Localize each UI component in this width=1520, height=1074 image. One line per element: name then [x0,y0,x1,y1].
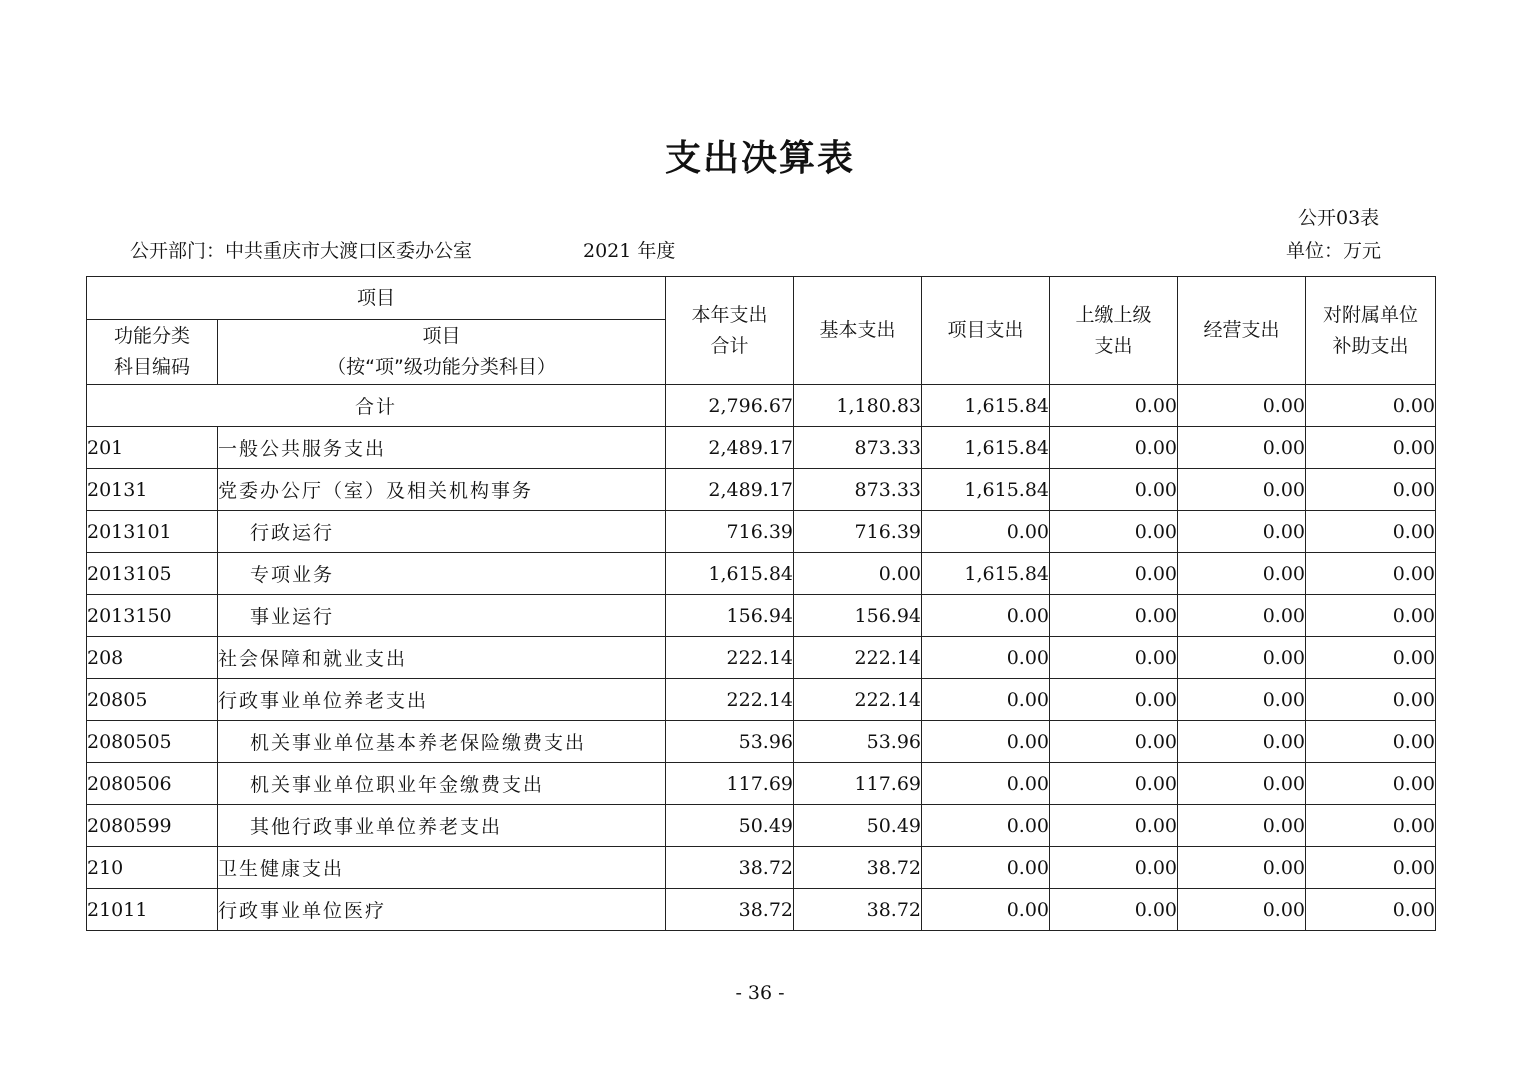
table-row [87,553,1436,595]
table-row [87,511,1436,553]
row-code: 2080505 [87,721,218,763]
header-project-group: 项目 [87,277,666,320]
remit-amount: 0.00 [1050,721,1178,763]
row-name: 卫生健康支出 [218,847,666,889]
header-remit: 上缴上级 支出 [1050,277,1178,385]
basic-amount: 222.14 [794,679,922,721]
row-name: 一般公共服务支出 [218,427,666,469]
project-amount: 1,615.84 [922,385,1050,427]
row-name: 行政事业单位养老支出 [218,679,666,721]
total-row [87,385,1436,427]
project-amount: 0.00 [922,637,1050,679]
header-total: 本年支出 合计 [666,277,794,385]
remit-amount: 0.00 [1050,595,1178,637]
table-row [87,469,1436,511]
total-amount: 222.14 [666,637,794,679]
table-row [87,637,1436,679]
basic-amount: 873.33 [794,469,922,511]
subsidy-amount: 0.00 [1306,721,1436,763]
total-amount: 222.14 [666,679,794,721]
total-label: 合计 [87,385,666,427]
table-row [87,763,1436,805]
header-operating: 经营支出 [1178,277,1306,385]
basic-amount: 38.72 [794,847,922,889]
row-name: 行政事业单位医疗 [218,889,666,931]
remit-amount: 0.00 [1050,637,1178,679]
subsidy-amount: 0.00 [1306,763,1436,805]
basic-amount: 1,180.83 [794,385,922,427]
basic-amount: 0.00 [794,553,922,595]
subsidy-amount: 0.00 [1306,847,1436,889]
basic-amount: 38.72 [794,889,922,931]
row-name: 社会保障和就业支出 [218,637,666,679]
operating-amount: 0.00 [1178,511,1306,553]
project-amount: 0.00 [922,889,1050,931]
operating-amount: 0.00 [1178,679,1306,721]
row-name: 事业运行 [218,595,666,637]
remit-amount: 0.00 [1050,805,1178,847]
subsidy-amount: 0.00 [1306,469,1436,511]
remit-amount: 0.00 [1050,679,1178,721]
basic-amount: 50.49 [794,805,922,847]
table-row [87,679,1436,721]
total-amount: 2,489.17 [666,427,794,469]
total-amount: 53.96 [666,721,794,763]
row-code: 2080599 [87,805,218,847]
basic-amount: 53.96 [794,721,922,763]
operating-amount: 0.00 [1178,595,1306,637]
operating-amount: 0.00 [1178,805,1306,847]
project-amount: 0.00 [922,595,1050,637]
fiscal-year: 2021 年度 [583,240,676,262]
subsidy-amount: 0.00 [1306,889,1436,931]
table-row [87,889,1436,931]
row-name: 行政运行 [218,511,666,553]
total-amount: 50.49 [666,805,794,847]
table-row [87,427,1436,469]
row-name: 专项业务 [218,553,666,595]
basic-amount: 873.33 [794,427,922,469]
total-amount: 117.69 [666,763,794,805]
header-name: 项目 （按“项”级功能分类科目） [218,320,666,385]
operating-amount: 0.00 [1178,763,1306,805]
total-amount: 2,796.67 [666,385,794,427]
remit-amount: 0.00 [1050,427,1178,469]
operating-amount: 0.00 [1178,385,1306,427]
subsidy-amount: 0.00 [1306,595,1436,637]
row-code: 210 [87,847,218,889]
header-project: 项目支出 [922,277,1050,385]
basic-amount: 222.14 [794,637,922,679]
row-code: 2013101 [87,511,218,553]
total-amount: 1,615.84 [666,553,794,595]
subsidy-amount: 0.00 [1306,511,1436,553]
table-row [87,805,1436,847]
remit-amount: 0.00 [1050,763,1178,805]
project-amount: 1,615.84 [922,427,1050,469]
row-code: 20131 [87,469,218,511]
row-code: 2013150 [87,595,218,637]
project-amount: 0.00 [922,763,1050,805]
department-label: 公开部门：中共重庆市大渡口区委办公室 [130,240,473,262]
project-amount: 1,615.84 [922,469,1050,511]
basic-amount: 117.69 [794,763,922,805]
remit-amount: 0.00 [1050,385,1178,427]
remit-amount: 0.00 [1050,511,1178,553]
remit-amount: 0.00 [1050,553,1178,595]
project-amount: 0.00 [922,721,1050,763]
page-title: 支出决算表 [664,138,855,179]
row-code: 2013105 [87,553,218,595]
operating-amount: 0.00 [1178,469,1306,511]
table-row [87,721,1436,763]
remit-amount: 0.00 [1050,889,1178,931]
total-amount: 38.72 [666,847,794,889]
operating-amount: 0.00 [1178,889,1306,931]
operating-amount: 0.00 [1178,721,1306,763]
form-number: 公开03表 [1298,207,1380,229]
total-amount: 38.72 [666,889,794,931]
basic-amount: 716.39 [794,511,922,553]
operating-amount: 0.00 [1178,553,1306,595]
subsidy-amount: 0.00 [1306,553,1436,595]
table-row [87,595,1436,637]
remit-amount: 0.00 [1050,469,1178,511]
subsidy-amount: 0.00 [1306,427,1436,469]
unit-label: 单位：万元 [1286,240,1382,262]
project-amount: 0.00 [922,805,1050,847]
row-code: 21011 [87,889,218,931]
total-amount: 716.39 [666,511,794,553]
subsidy-amount: 0.00 [1306,637,1436,679]
expenditure-table [86,276,1436,931]
row-code: 201 [87,427,218,469]
table-row [87,847,1436,889]
operating-amount: 0.00 [1178,427,1306,469]
header-subsidy: 对附属单位 补助支出 [1306,277,1436,385]
project-amount: 1,615.84 [922,553,1050,595]
operating-amount: 0.00 [1178,637,1306,679]
row-name: 党委办公厅（室）及相关机构事务 [218,469,666,511]
row-code: 2080506 [87,763,218,805]
subsidy-amount: 0.00 [1306,679,1436,721]
row-name: 其他行政事业单位养老支出 [218,805,666,847]
basic-amount: 156.94 [794,595,922,637]
subsidy-amount: 0.00 [1306,385,1436,427]
project-amount: 0.00 [922,511,1050,553]
row-code: 20805 [87,679,218,721]
row-name: 机关事业单位职业年金缴费支出 [218,763,666,805]
total-amount: 2,489.17 [666,469,794,511]
header-code: 功能分类 科目编码 [87,320,218,385]
operating-amount: 0.00 [1178,847,1306,889]
total-amount: 156.94 [666,595,794,637]
project-amount: 0.00 [922,847,1050,889]
subsidy-amount: 0.00 [1306,805,1436,847]
page-number: - 36 - [735,982,785,1004]
header-basic: 基本支出 [794,277,922,385]
row-code: 208 [87,637,218,679]
row-name: 机关事业单位基本养老保险缴费支出 [218,721,666,763]
project-amount: 0.00 [922,679,1050,721]
remit-amount: 0.00 [1050,847,1178,889]
